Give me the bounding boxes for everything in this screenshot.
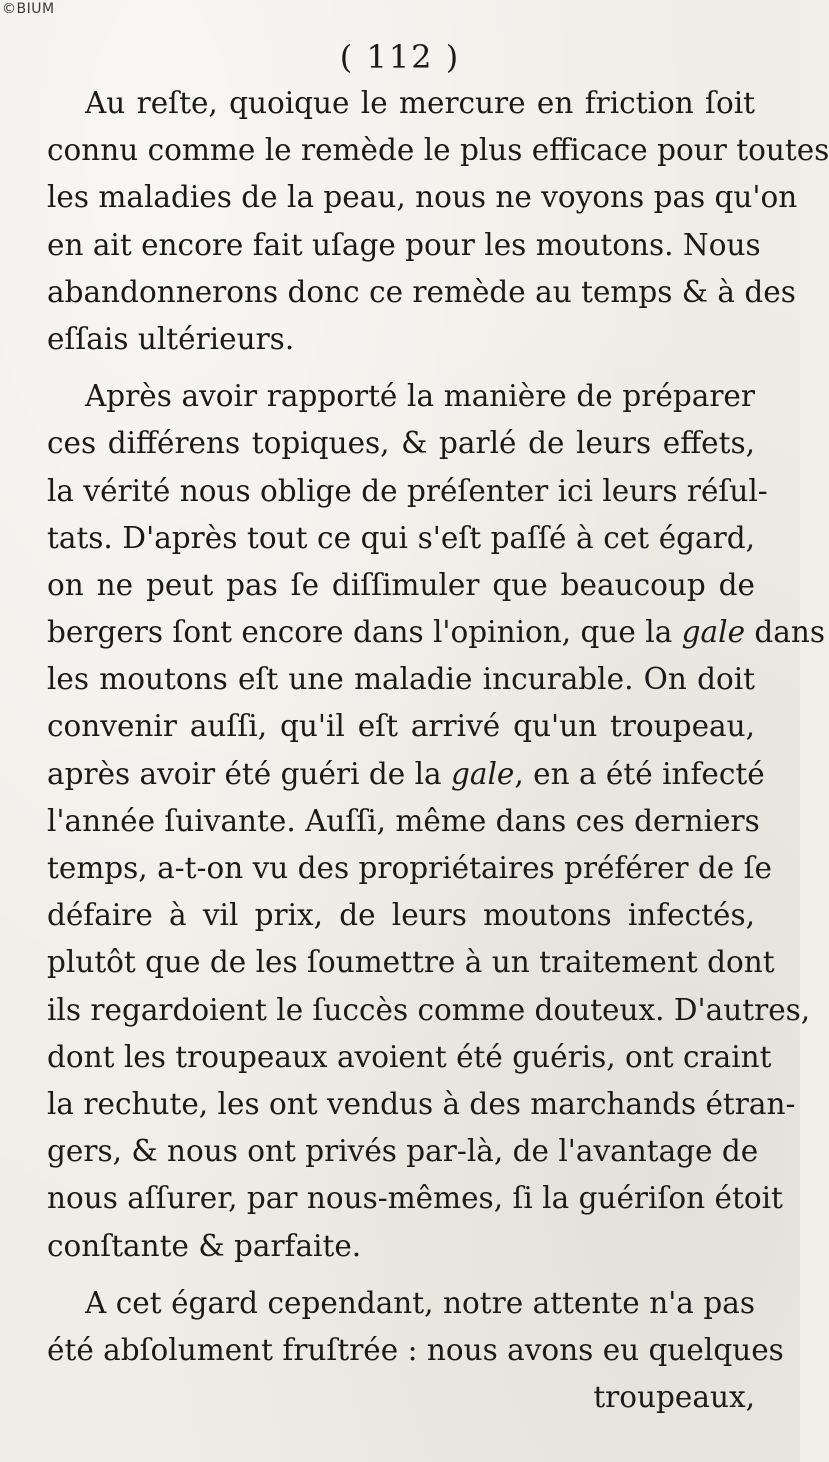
text-line: après avoir été guéri de la gale, en a été infecté [47, 756, 765, 791]
library-watermark: ©BIUM [2, 1, 55, 17]
text-line: Après avoir rapporté la manière de préparer [85, 379, 755, 414]
paragraph [47, 1280, 784, 1374]
text-line: abandonnerons donc ce remède au temps & à des [47, 274, 796, 309]
text-line: été abſolument fruſtrée : nous avons eu quelques [47, 1332, 784, 1367]
text-line: en ait encore fait uſage pour les moutons. Nous [47, 227, 761, 262]
text-line: défaire à vil prix, de leurs moutons infectés, [47, 898, 755, 933]
text-line: Au reſte, quoique le mercure en friction ſoit [85, 86, 755, 120]
text-line: convenir auſſi, qu'il eſt arrivé qu'un troupeau, [47, 709, 755, 744]
text-line: plutôt que de les ſoumettre à un traitement dont [47, 945, 775, 980]
text-line: temps, a-t-on vu des propriétaires préférer de ſe [47, 851, 773, 885]
text-line: bergers ſont encore dans l'opinion, que la gale dans [47, 615, 826, 650]
catchword: troupeaux, [593, 1380, 755, 1415]
text-line: les maladies de la peau, nous ne voyons pas qu'on [47, 180, 798, 215]
page-number: ( 112 ) [339, 38, 461, 76]
text-line: dont les troupeaux avoient été guéris, ont craint [47, 1039, 772, 1074]
text-line: les moutons eſt une maladie incurable. On doit [47, 662, 755, 697]
text-line: ces différens topiques, & parlé de leurs effets, [47, 426, 755, 461]
text-line: on ne peut pas ſe diſſimuler que beaucoup de [47, 567, 755, 602]
text-line: tats. D'après tout ce qui s'eſt paſſé à cet égard, [47, 520, 755, 555]
text-line: eſſais ultérieurs. [47, 321, 295, 356]
text-line: conſtante & parfaite. [47, 1228, 362, 1263]
text-line: ils regardoient le ſuccès comme douteux. D'autres, [47, 992, 811, 1027]
text-line: gers, & nous ont privés par-là, de l'avantage de [47, 1134, 759, 1169]
text-line: connu comme le remède le plus efficace pour toutes [47, 133, 829, 168]
text-line: la rechute, les ont vendus à des marchands étran- [47, 1086, 796, 1121]
paragraph [47, 80, 829, 363]
text-line: A cet égard cependant, notre attente n'a pas [85, 1285, 755, 1320]
text-line: la vérité nous oblige de préſenter ici leurs réſul- [47, 473, 768, 508]
paragraph [47, 373, 826, 1270]
text-line: l'année ſuivante. Auſſi, même dans ces derniers [47, 803, 760, 838]
body-text [47, 80, 829, 1421]
text-line: nous aſſurer, par nous-mêmes, ſi la guériſon étoit [47, 1181, 783, 1216]
